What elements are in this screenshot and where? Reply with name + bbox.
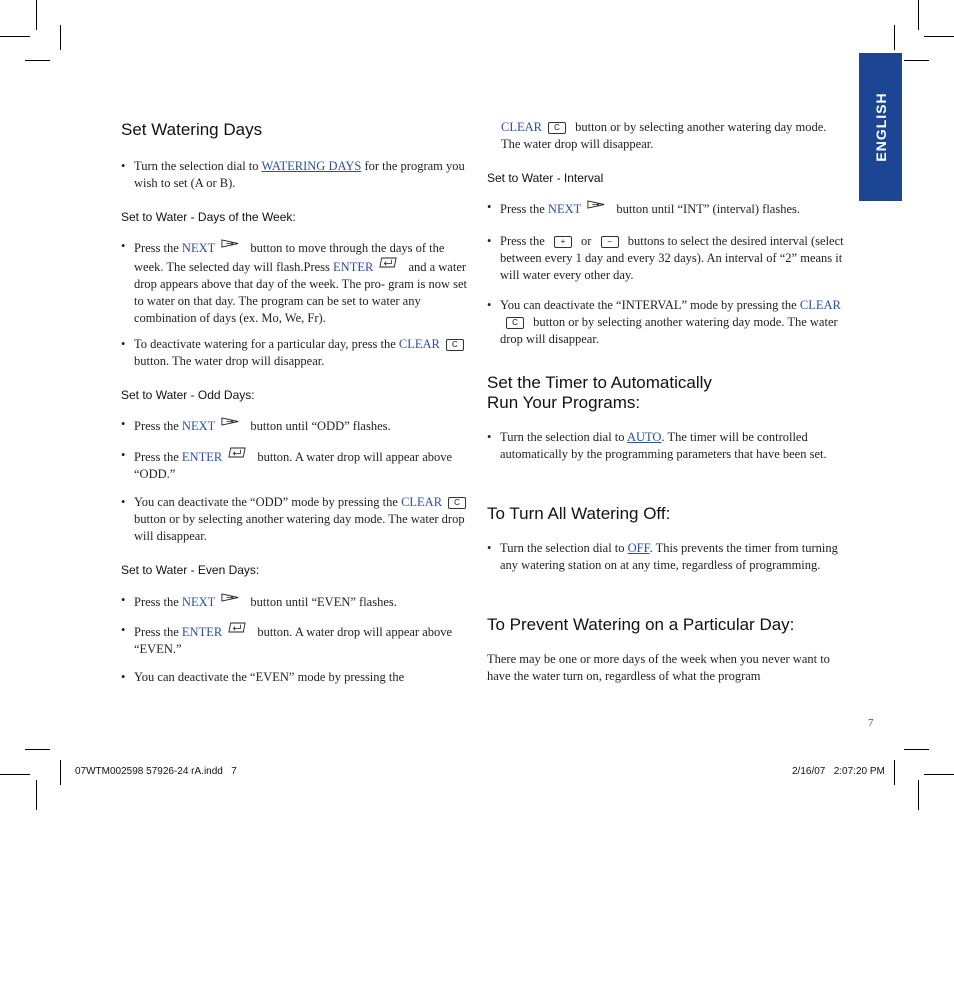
crop-mark [924, 774, 954, 775]
bullet-even-next: • Press the NEXT button until “EVEN” flashes. [121, 592, 476, 611]
crop-mark [0, 774, 30, 775]
crop-mark [918, 780, 919, 810]
crop-mark [918, 0, 919, 30]
bullet-odd-enter: • Press the ENTER button. A water drop will appear above “ODD.” [121, 447, 476, 483]
crop-mark [904, 749, 929, 750]
next-key-icon [221, 592, 239, 603]
next-key-icon [221, 238, 239, 249]
bullet-dow-next: • Press the NEXT button to move through the days of the week. The selected day will flash.Press ENTER and a water drop appears above that day of the week. The pro- gram is now set to water on that day. The program can be set to water any combination of days (ex. Mo, We, Fr). [121, 238, 476, 327]
next-key-icon [587, 199, 605, 210]
subheading-even-days: Set to Water - Even Days: [121, 563, 260, 577]
crop-mark [894, 25, 895, 50]
enter-key-icon [379, 257, 397, 268]
enter-key-icon [228, 447, 246, 458]
bullet-int-plus-minus: • Press the + or − buttons to select the desired interval (select between every 1 day and every 32 days). An interval of “2” means it will water every other day. [487, 233, 850, 284]
minus-key-icon: − [601, 236, 619, 248]
continued-paragraph: CLEAR C button or by selecting another watering day mode. The water drop will disappear. [501, 120, 827, 151]
crop-mark [36, 780, 37, 810]
page-number: 7 [868, 717, 874, 729]
clear-key-icon: C [448, 497, 466, 509]
crop-mark [25, 60, 50, 61]
enter-key-icon [228, 622, 246, 633]
prevent-paragraph: There may be one or more days of the week when you never want to have the water turn on, regardless of what the program [487, 652, 830, 683]
section-title-auto-timer-1: Set the Timer to Automatically [487, 373, 712, 392]
subheading-days-of-week: Set to Water - Days of the Week: [121, 210, 296, 224]
bullet-dow-clear: • To deactivate watering for a particular day, press the CLEAR C button. The water drop will disappear. [121, 336, 476, 370]
bullet-int-deactivate: • You can deactivate the “INTERVAL” mode by pressing the CLEARC button or by selecting another watering day mode. The water drop will disappear. [487, 297, 850, 348]
off-setting: OFF [627, 541, 650, 555]
bullet-even-deactivate: • You can deactivate the “EVEN” mode by pressing the [121, 669, 476, 686]
auto-setting: AUTO [626, 430, 662, 444]
crop-mark [924, 36, 954, 37]
crop-mark [0, 36, 30, 37]
bullet-int-next: • Press the NEXT button until “INT” (interval) flashes. [487, 199, 850, 218]
bullet-even-enter: • Press the ENTER button. A water drop will appear above “EVEN.” [121, 622, 476, 658]
bullet-off: • Turn the selection dial to OFF. This prevents the timer from turning any watering station on at any time, regardless of programming. [487, 540, 850, 574]
subheading-interval: Set to Water - Interval [487, 171, 604, 185]
next-key-icon [221, 416, 239, 427]
section-title-watering-off: To Turn All Watering Off: [487, 504, 671, 523]
subheading-odd-days: Set to Water - Odd Days: [121, 388, 255, 402]
slug-file-info: 07WTM002598 57926-24 rA.indd 7 [75, 766, 237, 777]
section-title-auto-timer-2: Run Your Programs: [487, 393, 641, 412]
crop-mark [36, 0, 37, 30]
crop-mark [60, 760, 61, 785]
clear-key-icon: C [548, 122, 566, 134]
crop-mark [904, 60, 929, 61]
slug-timestamp: 2/16/07 2:07:20 PM [792, 766, 885, 777]
bullet-odd-deactivate: • You can deactivate the “ODD” mode by pressing the CLEAR C button or by selecting another watering day mode. The water drop will disappear. [121, 494, 476, 545]
plus-key-icon: + [554, 236, 572, 248]
section-title-set-watering-days: Set Watering Days [121, 120, 263, 139]
crop-mark [894, 760, 895, 785]
section-title-prevent-watering: To Prevent Watering on a Particular Day: [487, 615, 795, 634]
clear-key-icon: C [506, 317, 524, 329]
watering-days-setting: WATERING DAYS [261, 159, 362, 173]
bullet-intro: • Turn the selection dial to WATERING DAYS for the program you wish to set (A or B). [121, 158, 479, 192]
bullet-auto: • Turn the selection dial to AUTO. The timer will be controlled automatically by the programming parameters that have been set. [487, 429, 850, 463]
crop-mark [25, 749, 50, 750]
language-tab [859, 53, 902, 201]
clear-key-icon: C [446, 339, 464, 351]
language-tab-label: ENGLISH [872, 92, 889, 162]
crop-mark [60, 25, 61, 50]
bullet-odd-next: • Press the NEXT button until “ODD” flashes. [121, 416, 476, 435]
